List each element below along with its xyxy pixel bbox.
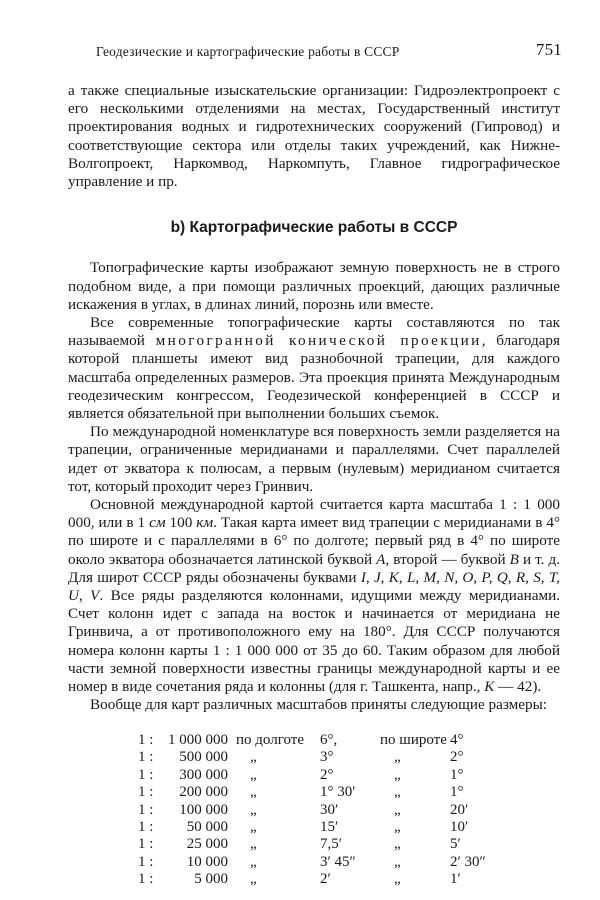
scale-one: 1 : bbox=[138, 853, 154, 870]
longitude-value: 6°, bbox=[320, 732, 338, 748]
longitude-value: 1° 30′ bbox=[320, 784, 356, 801]
latitude-label: „ bbox=[394, 784, 401, 801]
latitude-value: 1° bbox=[450, 766, 464, 783]
paragraph-sizes-intro: Вообще для карт различных масштабов приняты следующие размеры: bbox=[90, 696, 547, 714]
scale-one: 1 : bbox=[138, 836, 154, 853]
scale-denominator: 50 000 bbox=[186, 819, 228, 836]
scale-row bbox=[138, 749, 490, 766]
latitude-label: „ bbox=[394, 819, 401, 836]
text-run: , благодаря которой планшеты имеют вид разнобочной трапеции, для каждого масштаба определенных размеров. Эта проекция принята Международным геодезическим конгрессом, Геодезической конференцией в СССР и является обязательной при выполнении больших съемок. bbox=[68, 332, 561, 423]
scale-row bbox=[138, 871, 490, 888]
latitude-value: 2′ 30″ bbox=[450, 853, 486, 870]
spaced-term: многогранной конической проекции bbox=[155, 332, 482, 350]
text-run: . Все ряды разделяются колоннами, идущими между меридианами. Счет колонн идет с запада на восток и начинается от меридиана не Гринвича, а от противоположного ему на 180°. Для СССР получаются номера колонн карты 1 : 1 000 000 от 35 до 60. Таким образом для любой части земной поверхности известны границы международной карты и ее номер в виде сочетания ряда и колонны (для г. Ташкента, напр., bbox=[68, 587, 560, 696]
text-run: 100 bbox=[165, 514, 197, 532]
latitude-label: „ bbox=[394, 853, 401, 870]
running-title: Геодезические и картографические работы в СССР bbox=[96, 44, 400, 59]
paragraph-international-map bbox=[68, 496, 560, 696]
paragraph-projections: Топографические карты изображают земную поверхность не в строго подобном виде, а при помощи различных проекций, дающих различные искажения в углах, в длинах линий, порознь или вместе. bbox=[68, 259, 560, 313]
longitude-label: „ bbox=[250, 801, 257, 818]
longitude-label: „ bbox=[250, 766, 257, 783]
unit-km: км bbox=[196, 514, 214, 532]
longitude-label: „ bbox=[250, 749, 257, 766]
latitude-label: „ bbox=[394, 766, 401, 783]
scale-row bbox=[138, 784, 490, 801]
scale-denominator: 300 000 bbox=[179, 766, 228, 783]
page-number: 751 bbox=[535, 40, 562, 59]
scale-one: 1 : bbox=[138, 801, 154, 818]
longitude-label: „ bbox=[250, 853, 257, 870]
paragraph-nomenclature: По международной номенклатуре вся поверхность земли разделяется на трапеции, ограниченные меридианами и параллелями. Счет параллелей идет от экватора к полюсам, а первым (нулевым) меридианом считается тот, который проходит через Гринвич. bbox=[68, 423, 560, 495]
scale-denominator: 25 000 bbox=[186, 836, 228, 853]
latitude-value: 20′ bbox=[450, 801, 469, 818]
scale-denominator: 200 000 bbox=[179, 784, 228, 801]
scale-one: 1 : bbox=[138, 784, 154, 801]
scale-denominator: 5 000 bbox=[194, 871, 228, 888]
intro-paragraph: а также специальные изыскательские организации: Гидроэлектропроект с его несколькими отделениями на местах, Государственный институт проектирования водных и гидротехнических сооружений (Гипровод) и соответствующие сектора или отделы таких учреждений, как Нижне-Волгопроект, Наркомвод, Наркомпуть, Главное гидрографическое управление и пр. bbox=[68, 82, 560, 191]
running-header bbox=[96, 40, 562, 60]
paragraph-conic-projection bbox=[68, 314, 560, 423]
scale-one: 1 : bbox=[138, 871, 154, 888]
text-run: . Такая карта имеет вид трапеции с меридианами в 4° по широте и с параллелями в 6° по долготе; первый ряд в 4° по широте около экватора обозначается латинской буквой bbox=[68, 514, 561, 568]
scale-denominator: 500 000 bbox=[179, 749, 228, 766]
section-title: b) Картографические работы в СССР bbox=[170, 219, 458, 237]
scale-row bbox=[138, 767, 490, 784]
latitude-value: 5′ bbox=[450, 836, 461, 853]
scale-denominator: 10 000 bbox=[186, 853, 228, 870]
longitude-value: 7,5′ bbox=[320, 836, 343, 853]
letter-b: B bbox=[509, 550, 519, 568]
longitude-label: „ bbox=[250, 819, 257, 836]
longitude-label: „ bbox=[250, 836, 257, 853]
latitude-label: „ bbox=[394, 801, 401, 818]
unit-cm: см bbox=[149, 514, 166, 532]
latitude-label: „ bbox=[394, 749, 401, 766]
longitude-value: 2′ bbox=[320, 871, 331, 888]
scale-table bbox=[138, 732, 490, 889]
longitude-value: 2° bbox=[320, 766, 334, 783]
latitude-value: 1° bbox=[450, 784, 464, 801]
scale-one: 1 : bbox=[138, 766, 154, 783]
scale-denominator: 1 000 000 bbox=[168, 732, 228, 748]
latitude-value: 1′ bbox=[450, 871, 461, 888]
scale-row bbox=[138, 854, 490, 871]
longitude-label: по долготе bbox=[236, 732, 304, 748]
scale-row bbox=[138, 802, 490, 819]
longitude-value: 30′ bbox=[320, 801, 339, 818]
scale-row bbox=[138, 819, 490, 836]
latitude-label: „ bbox=[394, 871, 401, 888]
text-run: Основной международной картой считается карта масштаба 1 : 1 000 000, или в 1 bbox=[68, 496, 560, 532]
longitude-label: „ bbox=[250, 784, 257, 801]
letter-k: K bbox=[484, 678, 495, 696]
latitude-label: по широте bbox=[380, 732, 447, 748]
text-run: и т. д. Для широт СССР ряды обозначены буквами bbox=[68, 550, 560, 586]
letter-a: A bbox=[376, 550, 386, 568]
scale-one: 1 : bbox=[138, 819, 154, 836]
longitude-label: „ bbox=[250, 871, 257, 888]
text-run: — 42). bbox=[494, 678, 542, 696]
text-run: Все современные топографические карты составляются по так называемой bbox=[68, 314, 560, 350]
scale-denominator: 100 000 bbox=[179, 801, 228, 818]
latitude-label: „ bbox=[394, 836, 401, 853]
longitude-value: 3° bbox=[320, 749, 334, 766]
text-run: , второй — буквой bbox=[385, 550, 510, 568]
scale-one: 1 : bbox=[138, 732, 154, 748]
longitude-value: 3′ 45″ bbox=[320, 853, 356, 870]
body-text bbox=[68, 82, 560, 715]
latitude-value: 2° bbox=[450, 749, 464, 766]
row-letters: I, J, K, L, M, N, O, P, Q, R, S, T, U, V bbox=[68, 568, 560, 605]
scale-row bbox=[138, 836, 490, 853]
scale-row bbox=[138, 732, 490, 749]
latitude-value: 10′ bbox=[450, 819, 469, 836]
scale-one: 1 : bbox=[138, 749, 154, 766]
latitude-value: 4° bbox=[450, 732, 464, 748]
longitude-value: 15′ bbox=[320, 819, 339, 836]
